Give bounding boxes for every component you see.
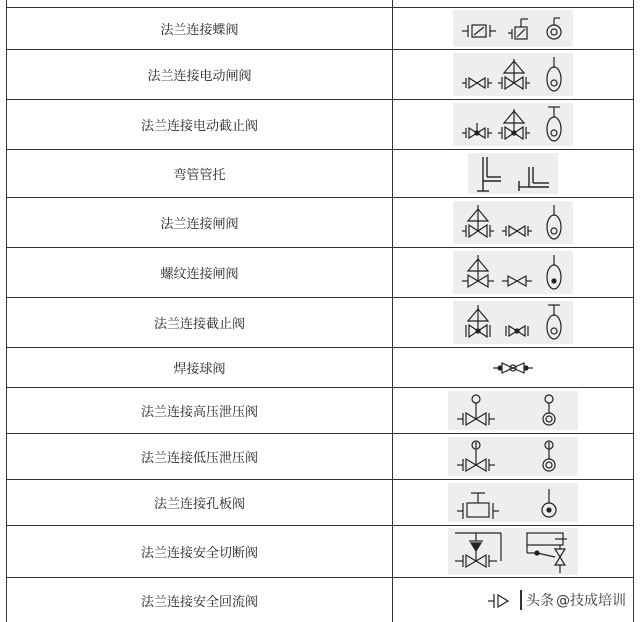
table-row — [7, 480, 633, 526]
valve-name: 弯管管托 — [7, 150, 393, 197]
flange-globe-valve-symbol-icon — [453, 301, 573, 344]
valve-name: 法兰连接闸阀 — [7, 198, 393, 247]
valve-name: 法兰连接孔板阀 — [7, 480, 393, 525]
table-row — [7, 526, 633, 578]
watermark-brand: 头条 — [520, 590, 554, 610]
flange-electric-globe-valve-symbol-icon — [453, 103, 573, 146]
table-row — [7, 50, 633, 100]
table-row — [7, 388, 633, 434]
valve-name: 焊接球阀 — [7, 348, 393, 387]
table-row — [7, 8, 633, 50]
valve-name: 法兰连接电动闸阀 — [7, 50, 393, 99]
flange-safety-shutoff-valve-symbol-icon — [448, 528, 578, 575]
valve-name: 法兰连接安全切断阀 — [7, 526, 393, 577]
valve-name: 法兰连接安全回流阀 — [7, 578, 393, 622]
symbol-table — [6, 0, 634, 622]
table-row — [7, 100, 633, 150]
watermark-handle: @技成培训 — [556, 593, 626, 609]
flange-safety-return-valve-symbol-icon — [488, 592, 518, 614]
table-row — [7, 248, 633, 298]
table-row — [7, 150, 633, 198]
flange-orifice-plate-valve-symbol-icon — [448, 483, 578, 523]
valve-name: 法兰连接高压泄压阀 — [7, 388, 393, 433]
valve-name: 螺纹连接闸阀 — [7, 248, 393, 297]
table-row — [7, 348, 633, 388]
valve-name: 法兰连接蝶阀 — [7, 8, 393, 49]
elbow-pipe-support-symbol-icon — [468, 153, 558, 194]
flange-electric-gate-valve-symbol-icon — [453, 53, 573, 96]
table-row — [7, 198, 633, 248]
table-row — [7, 434, 633, 480]
welded-ball-valve-symbol-icon — [488, 350, 538, 384]
flange-gate-valve-symbol-icon — [453, 201, 573, 244]
table-row — [7, 298, 633, 348]
flange-butterfly-valve-symbol-icon — [453, 10, 573, 46]
table-row-partial — [7, 0, 633, 8]
valve-name: 法兰连接截止阀 — [7, 298, 393, 347]
valve-name: 法兰连接低压泄压阀 — [7, 434, 393, 479]
flange-high-pressure-relief-valve-symbol-icon — [448, 391, 578, 431]
watermark — [520, 590, 626, 610]
threaded-gate-valve-symbol-icon — [453, 251, 573, 294]
flange-low-pressure-relief-valve-symbol-icon — [448, 437, 578, 477]
valve-name: 法兰连接电动截止阀 — [7, 100, 393, 149]
